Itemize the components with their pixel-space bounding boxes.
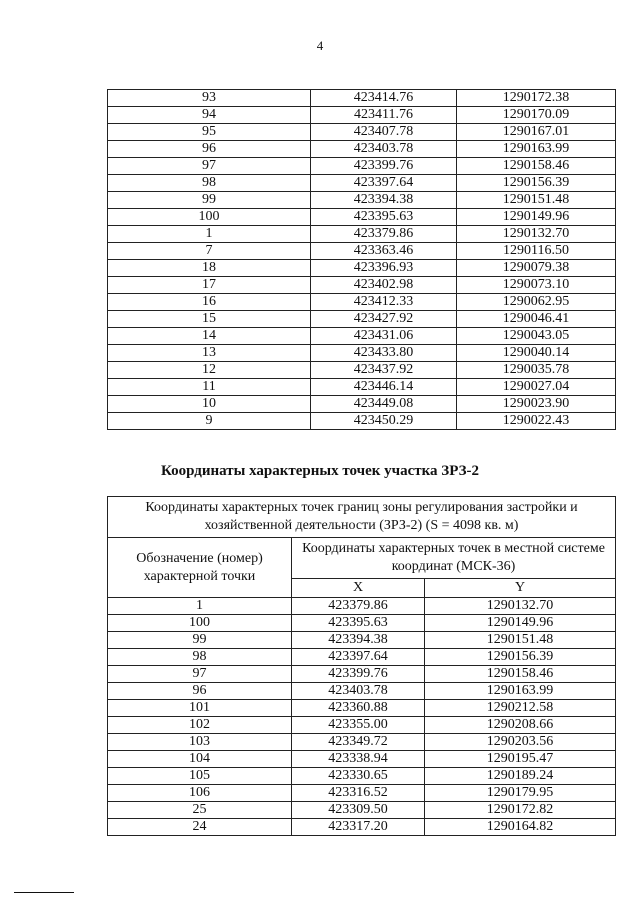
point-number-cell: 97 (108, 158, 311, 175)
point-number-cell: 98 (108, 175, 311, 192)
y-coordinate-cell: 1290172.82 (425, 802, 616, 819)
table-row (108, 632, 616, 649)
y-coordinate-cell: 1290132.70 (457, 226, 616, 243)
y-coordinate-cell: 1290035.78 (457, 362, 616, 379)
table-row (108, 413, 616, 430)
y-coordinate-cell: 1290079.38 (457, 260, 616, 277)
y-coordinate-cell: 1290172.38 (457, 90, 616, 107)
point-number-header: Обозначение (номер) характерной точки (108, 538, 292, 598)
zrz2-coordinates-table (107, 496, 616, 836)
table-row (108, 209, 616, 226)
table-row (108, 260, 616, 277)
x-coordinate-cell: 423330.65 (292, 768, 425, 785)
x-coordinate-cell: 423449.08 (311, 396, 457, 413)
point-number-cell: 17 (108, 277, 311, 294)
x-coordinate-cell: 423399.76 (311, 158, 457, 175)
point-number-cell: 13 (108, 345, 311, 362)
x-coordinate-cell: 423394.38 (311, 192, 457, 209)
point-number-cell: 100 (108, 209, 311, 226)
point-number-cell: 10 (108, 396, 311, 413)
point-number-cell: 101 (108, 700, 292, 717)
y-coordinate-cell: 1290046.41 (457, 311, 616, 328)
table-caption: Координаты характерных точек границ зоны регулирования застройки и хозяйственной деятельности (ЗРЗ-2) (S = 4098 кв. м) (108, 497, 616, 538)
coordinates-table-continued (107, 89, 616, 430)
table-row (108, 141, 616, 158)
page-number: 4 (316, 38, 324, 53)
section-title: Координаты характерных точек участка ЗРЗ-2 (161, 463, 479, 479)
footnote-divider (14, 892, 74, 893)
y-coordinate-cell: 1290163.99 (425, 683, 616, 700)
point-number-cell: 25 (108, 802, 292, 819)
table-row (108, 345, 616, 362)
table-row (108, 734, 616, 751)
table-row (108, 243, 616, 260)
x-coordinate-cell: 423399.76 (292, 666, 425, 683)
point-number-cell: 94 (108, 107, 311, 124)
table-row (108, 598, 616, 615)
point-number-cell: 105 (108, 768, 292, 785)
x-coordinate-cell: 423403.78 (292, 683, 425, 700)
point-number-cell: 12 (108, 362, 311, 379)
table-row (108, 90, 616, 107)
point-number-cell: 104 (108, 751, 292, 768)
table-row (108, 802, 616, 819)
table-row (108, 158, 616, 175)
point-number-cell: 1 (108, 598, 292, 615)
y-coordinate-cell: 1290167.01 (457, 124, 616, 141)
point-number-cell: 102 (108, 717, 292, 734)
table-row (108, 615, 616, 632)
table-row (108, 649, 616, 666)
y-coordinate-cell: 1290164.82 (425, 819, 616, 836)
table-row (108, 666, 616, 683)
y-coordinate-cell: 1290149.96 (425, 615, 616, 632)
x-coordinate-cell: 423360.88 (292, 700, 425, 717)
coordinates-header: Координаты характерных точек в местной системе координат (МСК-36) (292, 538, 616, 579)
point-number-cell: 1 (108, 226, 311, 243)
point-number-cell: 99 (108, 632, 292, 649)
point-number-cell: 93 (108, 90, 311, 107)
point-number-cell: 96 (108, 683, 292, 700)
x-coordinate-cell: 423402.98 (311, 277, 457, 294)
x-coordinate-cell: 423433.80 (311, 345, 457, 362)
point-number-cell: 7 (108, 243, 311, 260)
y-coordinate-cell: 1290149.96 (457, 209, 616, 226)
table-row (108, 362, 616, 379)
table-row (108, 751, 616, 768)
x-coordinate-cell: 423396.93 (311, 260, 457, 277)
x-coordinate-cell: 423349.72 (292, 734, 425, 751)
point-number-cell: 9 (108, 413, 311, 430)
y-coordinate-cell: 1290212.58 (425, 700, 616, 717)
table-row (108, 124, 616, 141)
y-coordinate-cell: 1290195.47 (425, 751, 616, 768)
y-column-header: Y (425, 579, 616, 598)
table-row (108, 175, 616, 192)
table-row (108, 396, 616, 413)
x-coordinate-cell: 423397.64 (292, 649, 425, 666)
point-number-cell: 100 (108, 615, 292, 632)
x-coordinate-cell: 423412.33 (311, 294, 457, 311)
coordinates-table-body (108, 90, 616, 430)
y-coordinate-cell: 1290189.24 (425, 768, 616, 785)
y-coordinate-cell: 1290156.39 (457, 175, 616, 192)
x-coordinate-cell: 423414.76 (311, 90, 457, 107)
point-number-cell: 98 (108, 649, 292, 666)
x-coordinate-cell: 423407.78 (311, 124, 457, 141)
point-number-cell: 96 (108, 141, 311, 158)
y-coordinate-cell: 1290151.48 (425, 632, 616, 649)
x-coordinate-cell: 423355.00 (292, 717, 425, 734)
y-coordinate-cell: 1290163.99 (457, 141, 616, 158)
table-row (108, 311, 616, 328)
y-coordinate-cell: 1290151.48 (457, 192, 616, 209)
y-coordinate-cell: 1290132.70 (425, 598, 616, 615)
x-coordinate-cell: 423379.86 (292, 598, 425, 615)
x-coordinate-cell: 423317.20 (292, 819, 425, 836)
x-coordinate-cell: 423431.06 (311, 328, 457, 345)
x-coordinate-cell: 423446.14 (311, 379, 457, 396)
y-coordinate-cell: 1290062.95 (457, 294, 616, 311)
x-coordinate-cell: 423403.78 (311, 141, 457, 158)
table-row (108, 226, 616, 243)
x-coordinate-cell: 423427.92 (311, 311, 457, 328)
y-coordinate-cell: 1290170.09 (457, 107, 616, 124)
y-coordinate-cell: 1290203.56 (425, 734, 616, 751)
y-coordinate-cell: 1290073.10 (457, 277, 616, 294)
table-row (108, 819, 616, 836)
x-coordinate-cell: 423437.92 (311, 362, 457, 379)
y-coordinate-cell: 1290156.39 (425, 649, 616, 666)
point-number-cell: 16 (108, 294, 311, 311)
table-row (108, 700, 616, 717)
table-row (108, 277, 616, 294)
y-coordinate-cell: 1290027.04 (457, 379, 616, 396)
y-coordinate-cell: 1290040.14 (457, 345, 616, 362)
x-coordinate-cell: 423397.64 (311, 175, 457, 192)
table-row (108, 683, 616, 700)
y-coordinate-cell: 1290116.50 (457, 243, 616, 260)
x-coordinate-cell: 423338.94 (292, 751, 425, 768)
table-header-row (108, 538, 616, 579)
point-number-cell: 95 (108, 124, 311, 141)
table-row (108, 294, 616, 311)
point-number-cell: 14 (108, 328, 311, 345)
y-coordinate-cell: 1290158.46 (425, 666, 616, 683)
table-row (108, 379, 616, 396)
point-number-cell: 15 (108, 311, 311, 328)
table-row (108, 328, 616, 345)
point-number-cell: 24 (108, 819, 292, 836)
table-row (108, 785, 616, 802)
x-coordinate-cell: 423411.76 (311, 107, 457, 124)
x-coordinate-cell: 423379.86 (311, 226, 457, 243)
point-number-cell: 106 (108, 785, 292, 802)
x-coordinate-cell: 423395.63 (292, 615, 425, 632)
table-row (108, 192, 616, 209)
y-coordinate-cell: 1290023.90 (457, 396, 616, 413)
point-number-cell: 97 (108, 666, 292, 683)
x-column-header: X (292, 579, 425, 598)
y-coordinate-cell: 1290022.43 (457, 413, 616, 430)
x-coordinate-cell: 423395.63 (311, 209, 457, 226)
x-coordinate-cell: 423450.29 (311, 413, 457, 430)
y-coordinate-cell: 1290158.46 (457, 158, 616, 175)
point-number-cell: 103 (108, 734, 292, 751)
point-number-cell: 11 (108, 379, 311, 396)
x-coordinate-cell: 423363.46 (311, 243, 457, 260)
point-number-cell: 18 (108, 260, 311, 277)
y-coordinate-cell: 1290179.95 (425, 785, 616, 802)
x-coordinate-cell: 423316.52 (292, 785, 425, 802)
y-coordinate-cell: 1290043.05 (457, 328, 616, 345)
zrz2-table-body (108, 497, 616, 836)
table-row (108, 717, 616, 734)
table-row (108, 107, 616, 124)
table-caption-row (108, 497, 616, 538)
point-number-cell: 99 (108, 192, 311, 209)
x-coordinate-cell: 423309.50 (292, 802, 425, 819)
y-coordinate-cell: 1290208.66 (425, 717, 616, 734)
x-coordinate-cell: 423394.38 (292, 632, 425, 649)
table-row (108, 768, 616, 785)
